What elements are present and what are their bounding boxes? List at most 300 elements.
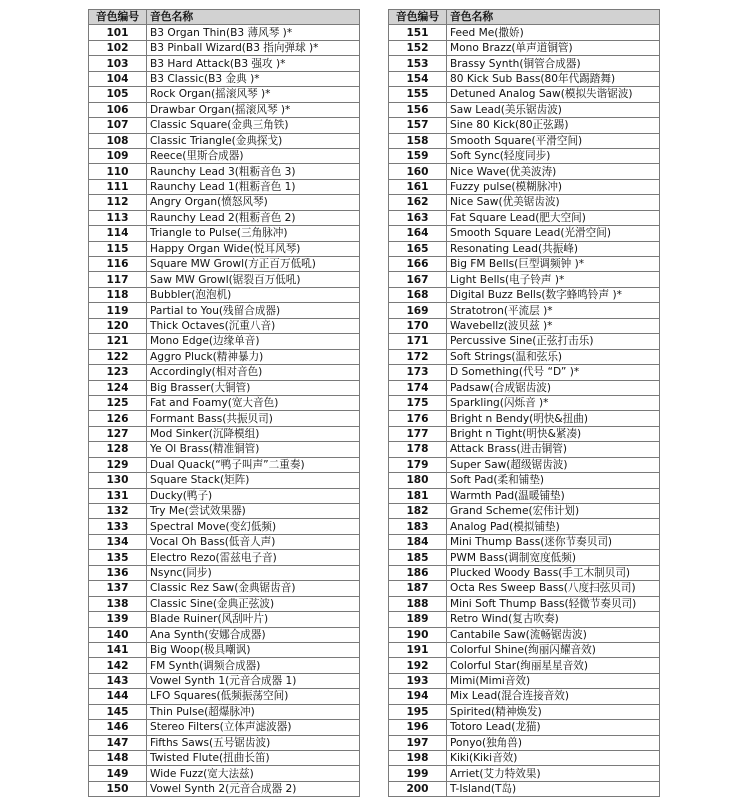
tone-name: Octa Res Sweep Bass(八度扫弦贝司) (447, 581, 660, 596)
tone-number: 176 (389, 411, 447, 426)
tone-number: 133 (89, 519, 147, 534)
tone-number: 161 (389, 179, 447, 194)
table-row (89, 365, 360, 380)
tone-name: Analog Pad(模拟铺垫) (447, 519, 660, 534)
tone-number: 182 (389, 504, 447, 519)
table-row (389, 426, 660, 441)
table-row (389, 272, 660, 287)
tone-number: 183 (389, 519, 447, 534)
tone-name: Wavebellz(波贝兹 )* (447, 318, 660, 333)
tone-number: 155 (389, 87, 447, 102)
tone-number: 160 (389, 164, 447, 179)
tone-name: Thin Pulse(超爆脉冲) (147, 704, 360, 719)
tone-number: 121 (89, 334, 147, 349)
table-row (389, 118, 660, 133)
tone-name: Attack Brass(进击铜管) (447, 442, 660, 457)
table-row (89, 257, 360, 272)
tone-name: Square Stack(矩阵) (147, 473, 360, 488)
table-row (89, 720, 360, 735)
tone-name: Ducky(鸭子) (147, 488, 360, 503)
tone-number: 103 (89, 56, 147, 71)
tone-number: 149 (89, 766, 147, 781)
tone-number: 145 (89, 704, 147, 719)
tone-name: Raunchy Lead 3(粗粝音色 3) (147, 164, 360, 179)
table-row (89, 565, 360, 580)
tone-name: Arriet(艾力特效果) (447, 766, 660, 781)
tone-number: 138 (89, 596, 147, 611)
table-row (389, 565, 660, 580)
tone-name: PWM Bass(调制宽度低频) (447, 550, 660, 565)
tone-name: Blade Ruiner(风刮叶片) (147, 612, 360, 627)
table-row (389, 766, 660, 781)
tone-name: Fat and Foamy(宽大音色) (147, 395, 360, 410)
table-row (389, 102, 660, 117)
table-row (89, 658, 360, 673)
tone-name: Soft Strings(温和弦乐) (447, 349, 660, 364)
tone-number: 126 (89, 411, 147, 426)
table-row (89, 148, 360, 163)
tone-name: Fifths Saws(五号锯齿波) (147, 735, 360, 750)
table-row (89, 25, 360, 40)
tone-name: Brassy Synth(铜管合成器) (447, 56, 660, 71)
tone-number: 124 (89, 380, 147, 395)
tone-number: 131 (89, 488, 147, 503)
tone-number: 191 (389, 642, 447, 657)
tone-number: 184 (389, 534, 447, 549)
tone-number: 156 (389, 102, 447, 117)
tone-name: Super Saw(超级锯齿波) (447, 457, 660, 472)
table-row (389, 411, 660, 426)
tone-number: 104 (89, 71, 147, 86)
table-row (389, 210, 660, 225)
tone-number: 102 (89, 40, 147, 55)
table-row (389, 395, 660, 410)
table-row (89, 102, 360, 117)
table-row (89, 735, 360, 750)
header-number: 音色编号 (89, 10, 147, 25)
tone-number: 150 (89, 781, 147, 796)
tone-number: 198 (389, 751, 447, 766)
tone-number: 148 (89, 751, 147, 766)
tone-number: 187 (389, 581, 447, 596)
tone-name: Sparkling(闪烁音 )* (447, 395, 660, 410)
tone-name: Retro Wind(复古吹奏) (447, 612, 660, 627)
tone-number: 114 (89, 226, 147, 241)
tone-number: 170 (389, 318, 447, 333)
table-row (389, 195, 660, 210)
tone-name: D Something(代号 “D” )* (447, 365, 660, 380)
table-row (389, 673, 660, 688)
tone-number: 200 (389, 781, 447, 796)
table-row (389, 133, 660, 148)
table-row (89, 504, 360, 519)
tone-name: Smooth Square(平滑空间) (447, 133, 660, 148)
tone-name: Reece(里斯合成器) (147, 148, 360, 163)
table-row (389, 735, 660, 750)
table-row (89, 766, 360, 781)
tone-name: Nice Wave(优美波涛) (447, 164, 660, 179)
table-row (389, 504, 660, 519)
tone-number: 105 (89, 87, 147, 102)
tone-number: 115 (89, 241, 147, 256)
tone-name: B3 Organ Thin(B3 薄风琴 )* (147, 25, 360, 40)
tone-name: Ye Ol Brass(精准铜管) (147, 442, 360, 457)
table-row (89, 380, 360, 395)
table-row (89, 87, 360, 102)
tone-name: Sine 80 Kick(80正弦踢) (447, 118, 660, 133)
table-row (389, 179, 660, 194)
tone-number: 116 (89, 257, 147, 272)
table-row (89, 781, 360, 796)
table-row (89, 210, 360, 225)
tone-number: 107 (89, 118, 147, 133)
table-row (389, 56, 660, 71)
tone-name: Dual Quack(“鸭子叫声”二重奏) (147, 457, 360, 472)
tone-number: 146 (89, 720, 147, 735)
tone-name: Try Me(尝试效果器) (147, 504, 360, 519)
tone-name: Bright n Bendy(明快&扭曲) (447, 411, 660, 426)
table-row (389, 287, 660, 302)
tone-name: Bubbler(泡泡机) (147, 287, 360, 302)
tone-number: 125 (89, 395, 147, 410)
tone-number: 139 (89, 612, 147, 627)
tone-number: 152 (389, 40, 447, 55)
tone-name: Bright n Tight(明快&紧凑) (447, 426, 660, 441)
tone-number: 118 (89, 287, 147, 302)
tone-name: Soft Pad(柔和铺垫) (447, 473, 660, 488)
table-row (89, 411, 360, 426)
table-row (89, 442, 360, 457)
table-row (389, 25, 660, 40)
tone-name: Mini Thump Bass(迷你节奏贝司) (447, 534, 660, 549)
tone-name: Saw Lead(美乐锯齿波) (447, 102, 660, 117)
table-row (389, 148, 660, 163)
header-number: 音色编号 (389, 10, 447, 25)
table-row (389, 318, 660, 333)
tone-number: 158 (389, 133, 447, 148)
tone-name: Cantabile Saw(流畅锯齿波) (447, 627, 660, 642)
tone-name: 80 Kick Sub Bass(80年代踢踏舞) (447, 71, 660, 86)
tone-name: Warmth Pad(温暖铺垫) (447, 488, 660, 503)
tone-table-left-body (89, 25, 360, 797)
tone-number: 143 (89, 673, 147, 688)
tone-number: 162 (389, 195, 447, 210)
tone-number: 190 (389, 627, 447, 642)
tone-name: Ponyo(独角兽) (447, 735, 660, 750)
table-row (89, 56, 360, 71)
tone-name: B3 Hard Attack(B3 强攻 )* (147, 56, 360, 71)
tone-number: 109 (89, 148, 147, 163)
tone-number: 169 (389, 303, 447, 318)
table-row (389, 704, 660, 719)
tone-number: 113 (89, 210, 147, 225)
tone-number: 142 (89, 658, 147, 673)
tone-name: Nsync(同步) (147, 565, 360, 580)
tone-name: Mod Sinker(沉降模组) (147, 426, 360, 441)
tone-name: Raunchy Lead 1(粗粝音色 1) (147, 179, 360, 194)
table-row (89, 488, 360, 503)
tone-name: Soft Sync(轻度同步) (447, 148, 660, 163)
table-row (389, 519, 660, 534)
tone-number: 174 (389, 380, 447, 395)
tone-number: 168 (389, 287, 447, 302)
table-header-row (89, 10, 360, 25)
tone-number: 192 (389, 658, 447, 673)
table-row (389, 473, 660, 488)
tone-number: 188 (389, 596, 447, 611)
tone-name: Triangle to Pulse(三角脉冲) (147, 226, 360, 241)
tone-number: 117 (89, 272, 147, 287)
tone-name: Classic Sine(金典正弦波) (147, 596, 360, 611)
tone-name: Nice Saw(优美锯齿波) (447, 195, 660, 210)
header-name: 音色名称 (147, 10, 360, 25)
tone-name: Angry Organ(愤怒风琴) (147, 195, 360, 210)
tone-name: Saw MW Growl(锯裂百万低吼) (147, 272, 360, 287)
header-name: 音色名称 (447, 10, 660, 25)
tone-number: 137 (89, 581, 147, 596)
table-row (89, 164, 360, 179)
tone-name: Accordingly(相对音色) (147, 365, 360, 380)
table-row (89, 704, 360, 719)
tone-name: Plucked Woody Bass(手工木制贝司) (447, 565, 660, 580)
table-row (89, 395, 360, 410)
tone-name: Digital Buzz Bells(数字蜂鸣铃声 )* (447, 287, 660, 302)
tone-name: Vocal Oh Bass(低音人声) (147, 534, 360, 549)
tone-number: 166 (389, 257, 447, 272)
table-row (89, 627, 360, 642)
tone-number: 193 (389, 673, 447, 688)
tone-number: 130 (89, 473, 147, 488)
table-row (89, 71, 360, 86)
tone-number: 177 (389, 426, 447, 441)
table-row (389, 303, 660, 318)
tone-name: Feed Me(撒娇) (447, 25, 660, 40)
table-row (389, 550, 660, 565)
tone-name: Colorful Star(绚丽星星音效) (447, 658, 660, 673)
tone-number: 157 (389, 118, 447, 133)
table-row (89, 534, 360, 549)
tone-name: Kiki(Kiki音效) (447, 751, 660, 766)
tone-number: 127 (89, 426, 147, 441)
tone-name: Stratotron(平流层 )* (447, 303, 660, 318)
tone-number: 144 (89, 689, 147, 704)
tone-name: Square MW Growl(方正百万低吼) (147, 257, 360, 272)
table-row (89, 673, 360, 688)
tone-number: 171 (389, 334, 447, 349)
table-row (89, 241, 360, 256)
tone-name: Wide Fuzz(宽大法兹) (147, 766, 360, 781)
tone-name: Spirited(精神焕发) (447, 704, 660, 719)
tone-number: 196 (389, 720, 447, 735)
tone-number: 159 (389, 148, 447, 163)
tone-number: 189 (389, 612, 447, 627)
tone-name: Totoro Lead(龙猫) (447, 720, 660, 735)
table-row (89, 226, 360, 241)
table-row (389, 596, 660, 611)
tone-number: 175 (389, 395, 447, 410)
table-row (389, 334, 660, 349)
table-row (89, 689, 360, 704)
table-row (389, 751, 660, 766)
tone-name: Grand Scheme(宏伟计划) (447, 504, 660, 519)
tone-number: 153 (389, 56, 447, 71)
tone-name: Twisted Flute(扭曲长笛) (147, 751, 360, 766)
tone-number: 106 (89, 102, 147, 117)
table-row (89, 612, 360, 627)
table-row (389, 226, 660, 241)
tone-name: Drawbar Organ(摇滚风琴 )* (147, 102, 360, 117)
table-row (389, 164, 660, 179)
tone-name: Fat Square Lead(肥大空间) (447, 210, 660, 225)
tone-name: B3 Classic(B3 金典 )* (147, 71, 360, 86)
tone-name: Aggro Pluck(精神暴力) (147, 349, 360, 364)
table-row (89, 179, 360, 194)
tone-number: 135 (89, 550, 147, 565)
tone-name: Vowel Synth 1(元音合成器 1) (147, 673, 360, 688)
tone-name: Spectral Move(变幻低频) (147, 519, 360, 534)
table-header-row (389, 10, 660, 25)
tone-number: 111 (89, 179, 147, 194)
tone-name: Rock Organ(摇滚风琴 )* (147, 87, 360, 102)
tone-name: Mono Edge(边缘单音) (147, 334, 360, 349)
tone-number: 101 (89, 25, 147, 40)
tone-number: 122 (89, 349, 147, 364)
tone-name: Mono Brazz(单声道铜管) (447, 40, 660, 55)
tone-number: 180 (389, 473, 447, 488)
tone-number: 140 (89, 627, 147, 642)
tone-number: 195 (389, 704, 447, 719)
table-row (389, 365, 660, 380)
table-row (89, 550, 360, 565)
tone-number: 123 (89, 365, 147, 380)
tone-number: 173 (389, 365, 447, 380)
table-row (89, 581, 360, 596)
tone-number: 120 (89, 318, 147, 333)
tone-name: Vowel Synth 2(元音合成器 2) (147, 781, 360, 796)
tone-number: 154 (389, 71, 447, 86)
tone-name: Formant Bass(共振贝司) (147, 411, 360, 426)
tone-name: Electro Rezo(雷兹电子音) (147, 550, 360, 565)
table-row (89, 334, 360, 349)
tone-table-right (388, 9, 660, 797)
table-row (89, 751, 360, 766)
tone-number: 110 (89, 164, 147, 179)
tone-name: Classic Rez Saw(金典锯齿音) (147, 581, 360, 596)
tone-name: Fuzzy pulse(模糊脉冲) (447, 179, 660, 194)
tone-number: 167 (389, 272, 447, 287)
tone-name: Ana Synth(安娜合成器) (147, 627, 360, 642)
table-row (389, 40, 660, 55)
tone-name: Resonating Lead(共振峰) (447, 241, 660, 256)
table-row (389, 581, 660, 596)
tone-name: Detuned Analog Saw(模拟失谐锯波) (447, 87, 660, 102)
table-row (89, 118, 360, 133)
tone-name: Classic Square(金典三角铁) (147, 118, 360, 133)
table-row (389, 642, 660, 657)
table-row (389, 257, 660, 272)
table-row (89, 519, 360, 534)
table-row (389, 457, 660, 472)
tone-name: Mimi(Mimi音效) (447, 673, 660, 688)
table-row (389, 720, 660, 735)
tone-name: Classic Triangle(金典探戈) (147, 133, 360, 148)
tone-name: Smooth Square Lead(光滑空间) (447, 226, 660, 241)
tone-number: 186 (389, 565, 447, 580)
table-row (389, 689, 660, 704)
tone-number: 151 (389, 25, 447, 40)
tone-table-right-body (389, 25, 660, 797)
tone-number: 181 (389, 488, 447, 503)
tone-name: Big Brasser(大铜管) (147, 380, 360, 395)
table-row (389, 534, 660, 549)
table-row (389, 87, 660, 102)
tone-name: Raunchy Lead 2(粗粝音色 2) (147, 210, 360, 225)
table-row (89, 195, 360, 210)
tone-number: 163 (389, 210, 447, 225)
table-row (89, 596, 360, 611)
tone-number: 108 (89, 133, 147, 148)
table-row (389, 380, 660, 395)
tone-number: 112 (89, 195, 147, 210)
table-row (89, 40, 360, 55)
table-row (89, 349, 360, 364)
tone-number: 164 (389, 226, 447, 241)
table-row (89, 642, 360, 657)
tone-number: 179 (389, 457, 447, 472)
tone-number: 147 (89, 735, 147, 750)
tone-number: 199 (389, 766, 447, 781)
tone-number: 129 (89, 457, 147, 472)
tone-name: Big Woop(极具嘲讽) (147, 642, 360, 657)
tone-number: 128 (89, 442, 147, 457)
tone-number: 132 (89, 504, 147, 519)
tone-name: Stereo Filters(立体声滤波器) (147, 720, 360, 735)
table-row (89, 318, 360, 333)
tone-number: 141 (89, 642, 147, 657)
table-row (389, 781, 660, 796)
table-row (389, 658, 660, 673)
tone-number: 194 (389, 689, 447, 704)
table-row (389, 612, 660, 627)
tone-number: 119 (89, 303, 147, 318)
tone-number: 178 (389, 442, 447, 457)
tone-number: 165 (389, 241, 447, 256)
tone-number: 185 (389, 550, 447, 565)
table-row (389, 488, 660, 503)
tone-name: Padsaw(合成锯齿波) (447, 380, 660, 395)
tone-name: Big FM Bells(巨型调频钟 )* (447, 257, 660, 272)
tone-name: Happy Organ Wide(悦耳风琴) (147, 241, 360, 256)
table-row (89, 272, 360, 287)
tone-name: Thick Octaves(沉重八音) (147, 318, 360, 333)
tone-number: 172 (389, 349, 447, 364)
table-row (89, 473, 360, 488)
table-row (89, 426, 360, 441)
tone-table-left (88, 9, 360, 797)
tone-name: Mix Lead(混合连接音效) (447, 689, 660, 704)
tone-name: Percussive Sine(正弦打击乐) (447, 334, 660, 349)
table-row (389, 627, 660, 642)
table-row (389, 241, 660, 256)
tone-name: Mini Soft Thump Bass(轻微节奏贝司) (447, 596, 660, 611)
tone-name: Partial to You(残留合成器) (147, 303, 360, 318)
table-row (89, 303, 360, 318)
table-row (89, 287, 360, 302)
tone-name: LFO Squares(低频振荡空间) (147, 689, 360, 704)
tone-number: 134 (89, 534, 147, 549)
tone-name: FM Synth(调频合成器) (147, 658, 360, 673)
table-row (389, 442, 660, 457)
